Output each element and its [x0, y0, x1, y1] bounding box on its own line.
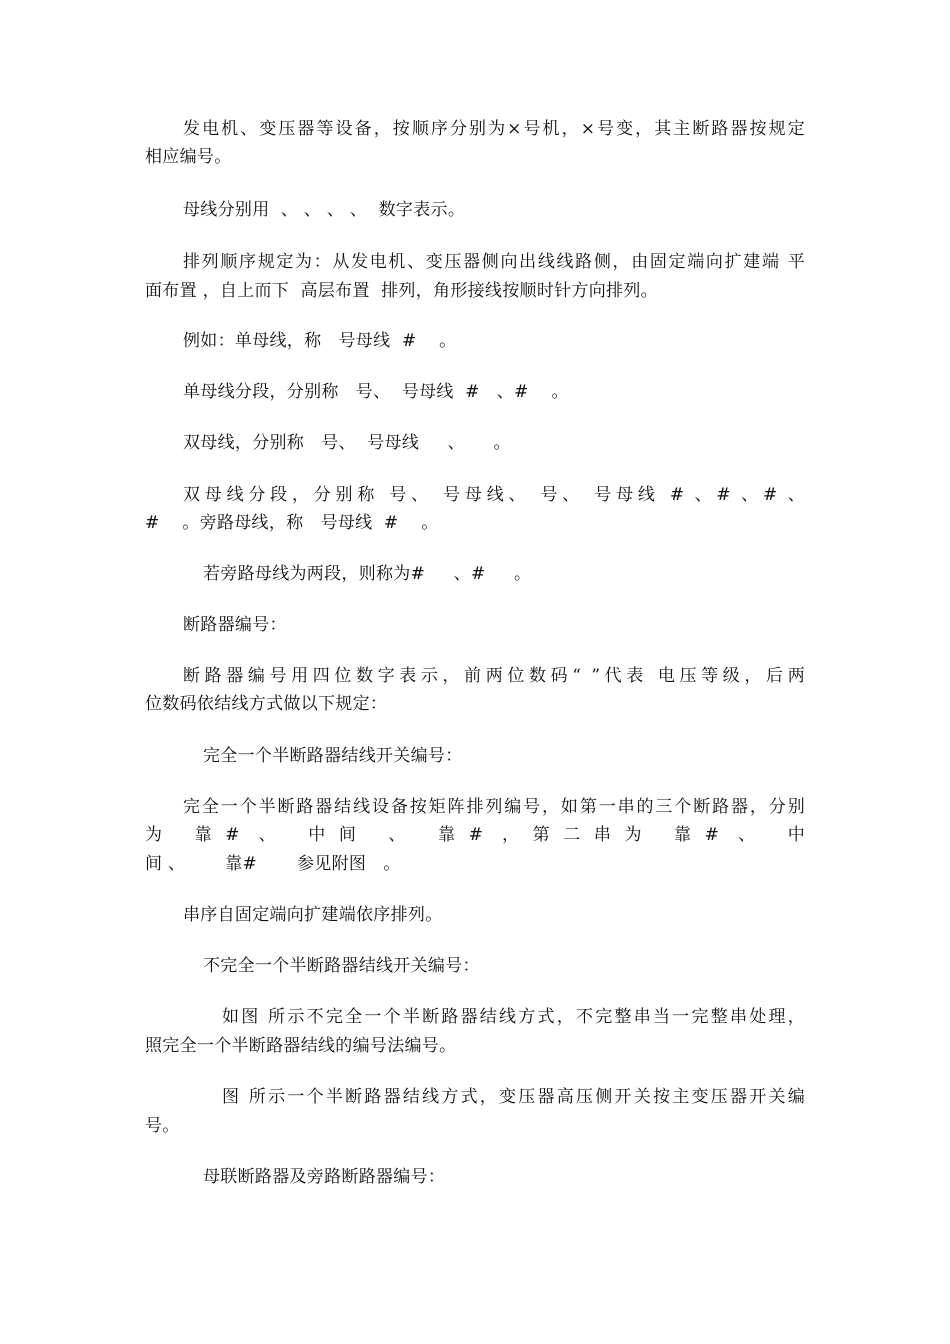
text-line: 母线分别用 、 、 、 、 数字表示。: [183, 200, 466, 220]
text-line: 为 靠# 、 中间 、 靠# ，第二串为 靠# 、 中: [145, 825, 805, 845]
text-line: 如图 所示不完全一个半断路器结线方式，不完整串当一完整串处理，: [222, 1007, 805, 1027]
text-line: 相应编号。: [145, 147, 232, 167]
text-line: 若旁路母线为两段，则称为# 、# 。: [203, 564, 532, 584]
text-line: 排列顺序规定为：从发电机、变压器侧向出线线路侧，由固定端向扩建端 平: [183, 252, 805, 272]
text-line: 断路器编号用四位数字表示，前两位数码“ ”代表 电压等级，后两: [183, 666, 805, 686]
text-line: 完全一个半断路器结线开关编号：: [203, 746, 463, 766]
text-line: 双母线，分别称 号、 号母线 、 。: [183, 433, 511, 453]
text-line: 图 所示一个半断路器结线方式，变压器高压侧开关按主变压器开关编: [222, 1087, 805, 1107]
text-line: 发电机、变压器等设备，按顺序分别为×号机，×号变，其主断路器按规定: [183, 119, 805, 139]
text-line: 面布置 ，自上而下 高层布置 排列，角形接线按顺时针方向排列。: [145, 281, 658, 301]
text-line: 照完全一个半断路器结线的编号法编号。: [145, 1036, 457, 1056]
text-line: 串序自固定端向扩建端依序排列。: [183, 905, 443, 925]
text-line: 母联断路器及旁路断路器编号：: [203, 1167, 446, 1187]
text-line: 完全一个半断路器结线设备按矩阵排列编号，如第一串的三个断路器，分别: [183, 797, 805, 817]
text-line: 不完全一个半断路器结线开关编号：: [203, 956, 480, 976]
text-line: 断路器编号：: [183, 615, 287, 635]
text-line: 双母线分段，分别称 号、 号母线、 号、 号母线 # 、# 、# 、: [183, 485, 805, 505]
text-line: 号。: [145, 1116, 180, 1136]
text-line: # 。旁路母线，称 号母线 # 。: [145, 513, 439, 533]
text-line: 位数码依结线方式做以下规定：: [145, 694, 388, 714]
text-line: 间 、 靠# 参见附图 。: [145, 854, 401, 874]
text-line: 单母线分段，分别称 号、 号母线 # 、# 。: [183, 382, 569, 402]
text-line: 例如：单母线，称 号母线 # 。: [183, 331, 457, 351]
